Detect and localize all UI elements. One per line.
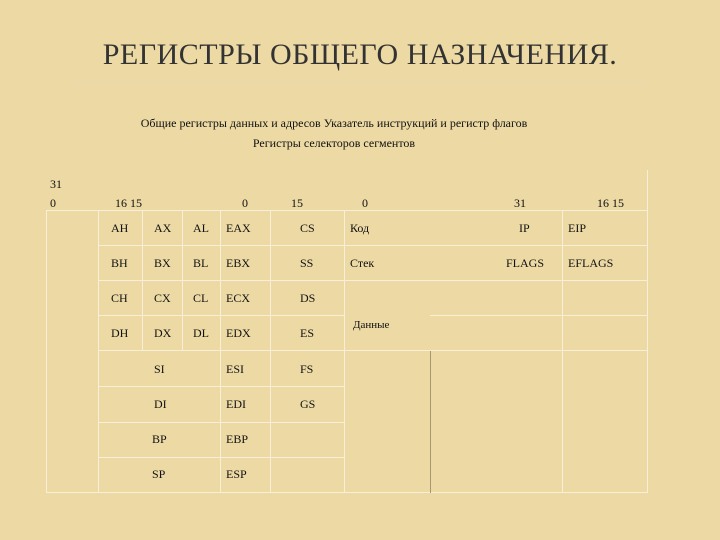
reg-cl: CL xyxy=(193,291,209,305)
reg-ip: IP xyxy=(519,221,530,235)
grid-line xyxy=(98,350,344,351)
reg-ax: AX xyxy=(154,221,172,235)
reg-esi: ESI xyxy=(226,362,244,376)
grid-line xyxy=(98,315,344,316)
reg-bh: BH xyxy=(111,256,128,270)
grid-line xyxy=(562,210,563,493)
grid-line xyxy=(98,245,344,246)
reg-edi: EDI xyxy=(226,397,246,411)
reg-cx: CX xyxy=(154,291,171,305)
table-bottom-edge xyxy=(46,492,648,493)
reg-ebx: EBX xyxy=(226,256,250,270)
reg-bl: BL xyxy=(193,256,209,270)
grid-line xyxy=(344,245,648,246)
reg-fs: FS xyxy=(300,362,314,376)
grid-line xyxy=(98,386,344,387)
grid-line xyxy=(46,210,648,211)
reg-cs: CS xyxy=(300,221,315,235)
segment-code-label: Код xyxy=(350,221,370,235)
grid-line xyxy=(430,350,431,493)
grid-line xyxy=(98,210,99,493)
reg-flags: FLAGS xyxy=(506,256,545,270)
reg-gs: GS xyxy=(300,397,316,411)
grid-line xyxy=(344,280,648,281)
grid-line xyxy=(430,315,648,316)
reg-esp: ESP xyxy=(226,467,247,481)
grid-line xyxy=(344,350,648,351)
table-left-edge xyxy=(46,210,47,493)
reg-al: AL xyxy=(193,221,209,235)
subtitle-line-1: Общие регистры данных и адресов Указатель инструкций и регистр флагов xyxy=(140,116,528,130)
bit-label-0-a: 0 xyxy=(242,196,248,210)
bit-label-31-left: 31 xyxy=(50,177,62,191)
bit-label-31-right: 31 xyxy=(514,196,526,210)
reg-edx: EDX xyxy=(226,326,251,340)
reg-ebp: EBP xyxy=(226,432,249,446)
reg-di: DI xyxy=(154,397,167,411)
grid-line xyxy=(270,210,271,493)
table-right-edge xyxy=(647,170,648,493)
grid-line xyxy=(344,210,345,493)
reg-ah: AH xyxy=(111,221,129,235)
grid-line xyxy=(98,422,344,423)
bit-label-0-left: 0 xyxy=(50,196,56,210)
reg-dx: DX xyxy=(154,326,172,340)
grid-line xyxy=(220,210,221,493)
reg-ecx: ECX xyxy=(226,291,250,305)
reg-eflags: EFLAGS xyxy=(568,256,614,270)
grid-line xyxy=(98,457,344,458)
reg-sp: SP xyxy=(152,467,166,481)
segment-data-label: Данные xyxy=(353,319,390,331)
reg-dl: DL xyxy=(193,326,209,340)
bit-label-0-seg: 0 xyxy=(362,196,368,210)
reg-ss: SS xyxy=(300,256,314,270)
bit-label-16-15-b: 16 15 xyxy=(597,196,624,210)
reg-ch: CH xyxy=(111,291,128,305)
reg-bx: BX xyxy=(154,256,171,270)
bit-label-16-15-a: 16 15 xyxy=(115,196,142,210)
bit-label-15-seg: 15 xyxy=(291,196,303,210)
reg-es: ES xyxy=(300,326,315,340)
page-title: РЕГИСТРЫ ОБЩЕГО НАЗНАЧЕНИЯ. xyxy=(102,38,618,71)
grid-line xyxy=(98,280,344,281)
subtitle-line-2: Регистры селекторов сегментов xyxy=(252,136,416,150)
reg-bp: BP xyxy=(152,432,167,446)
reg-eax: EAX xyxy=(226,221,251,235)
title-divider xyxy=(70,82,650,83)
reg-si: SI xyxy=(154,362,165,376)
reg-eip: EIP xyxy=(568,221,586,235)
reg-ds: DS xyxy=(300,291,316,305)
segment-stack-label: Стек xyxy=(350,256,375,270)
reg-dh: DH xyxy=(111,326,129,340)
